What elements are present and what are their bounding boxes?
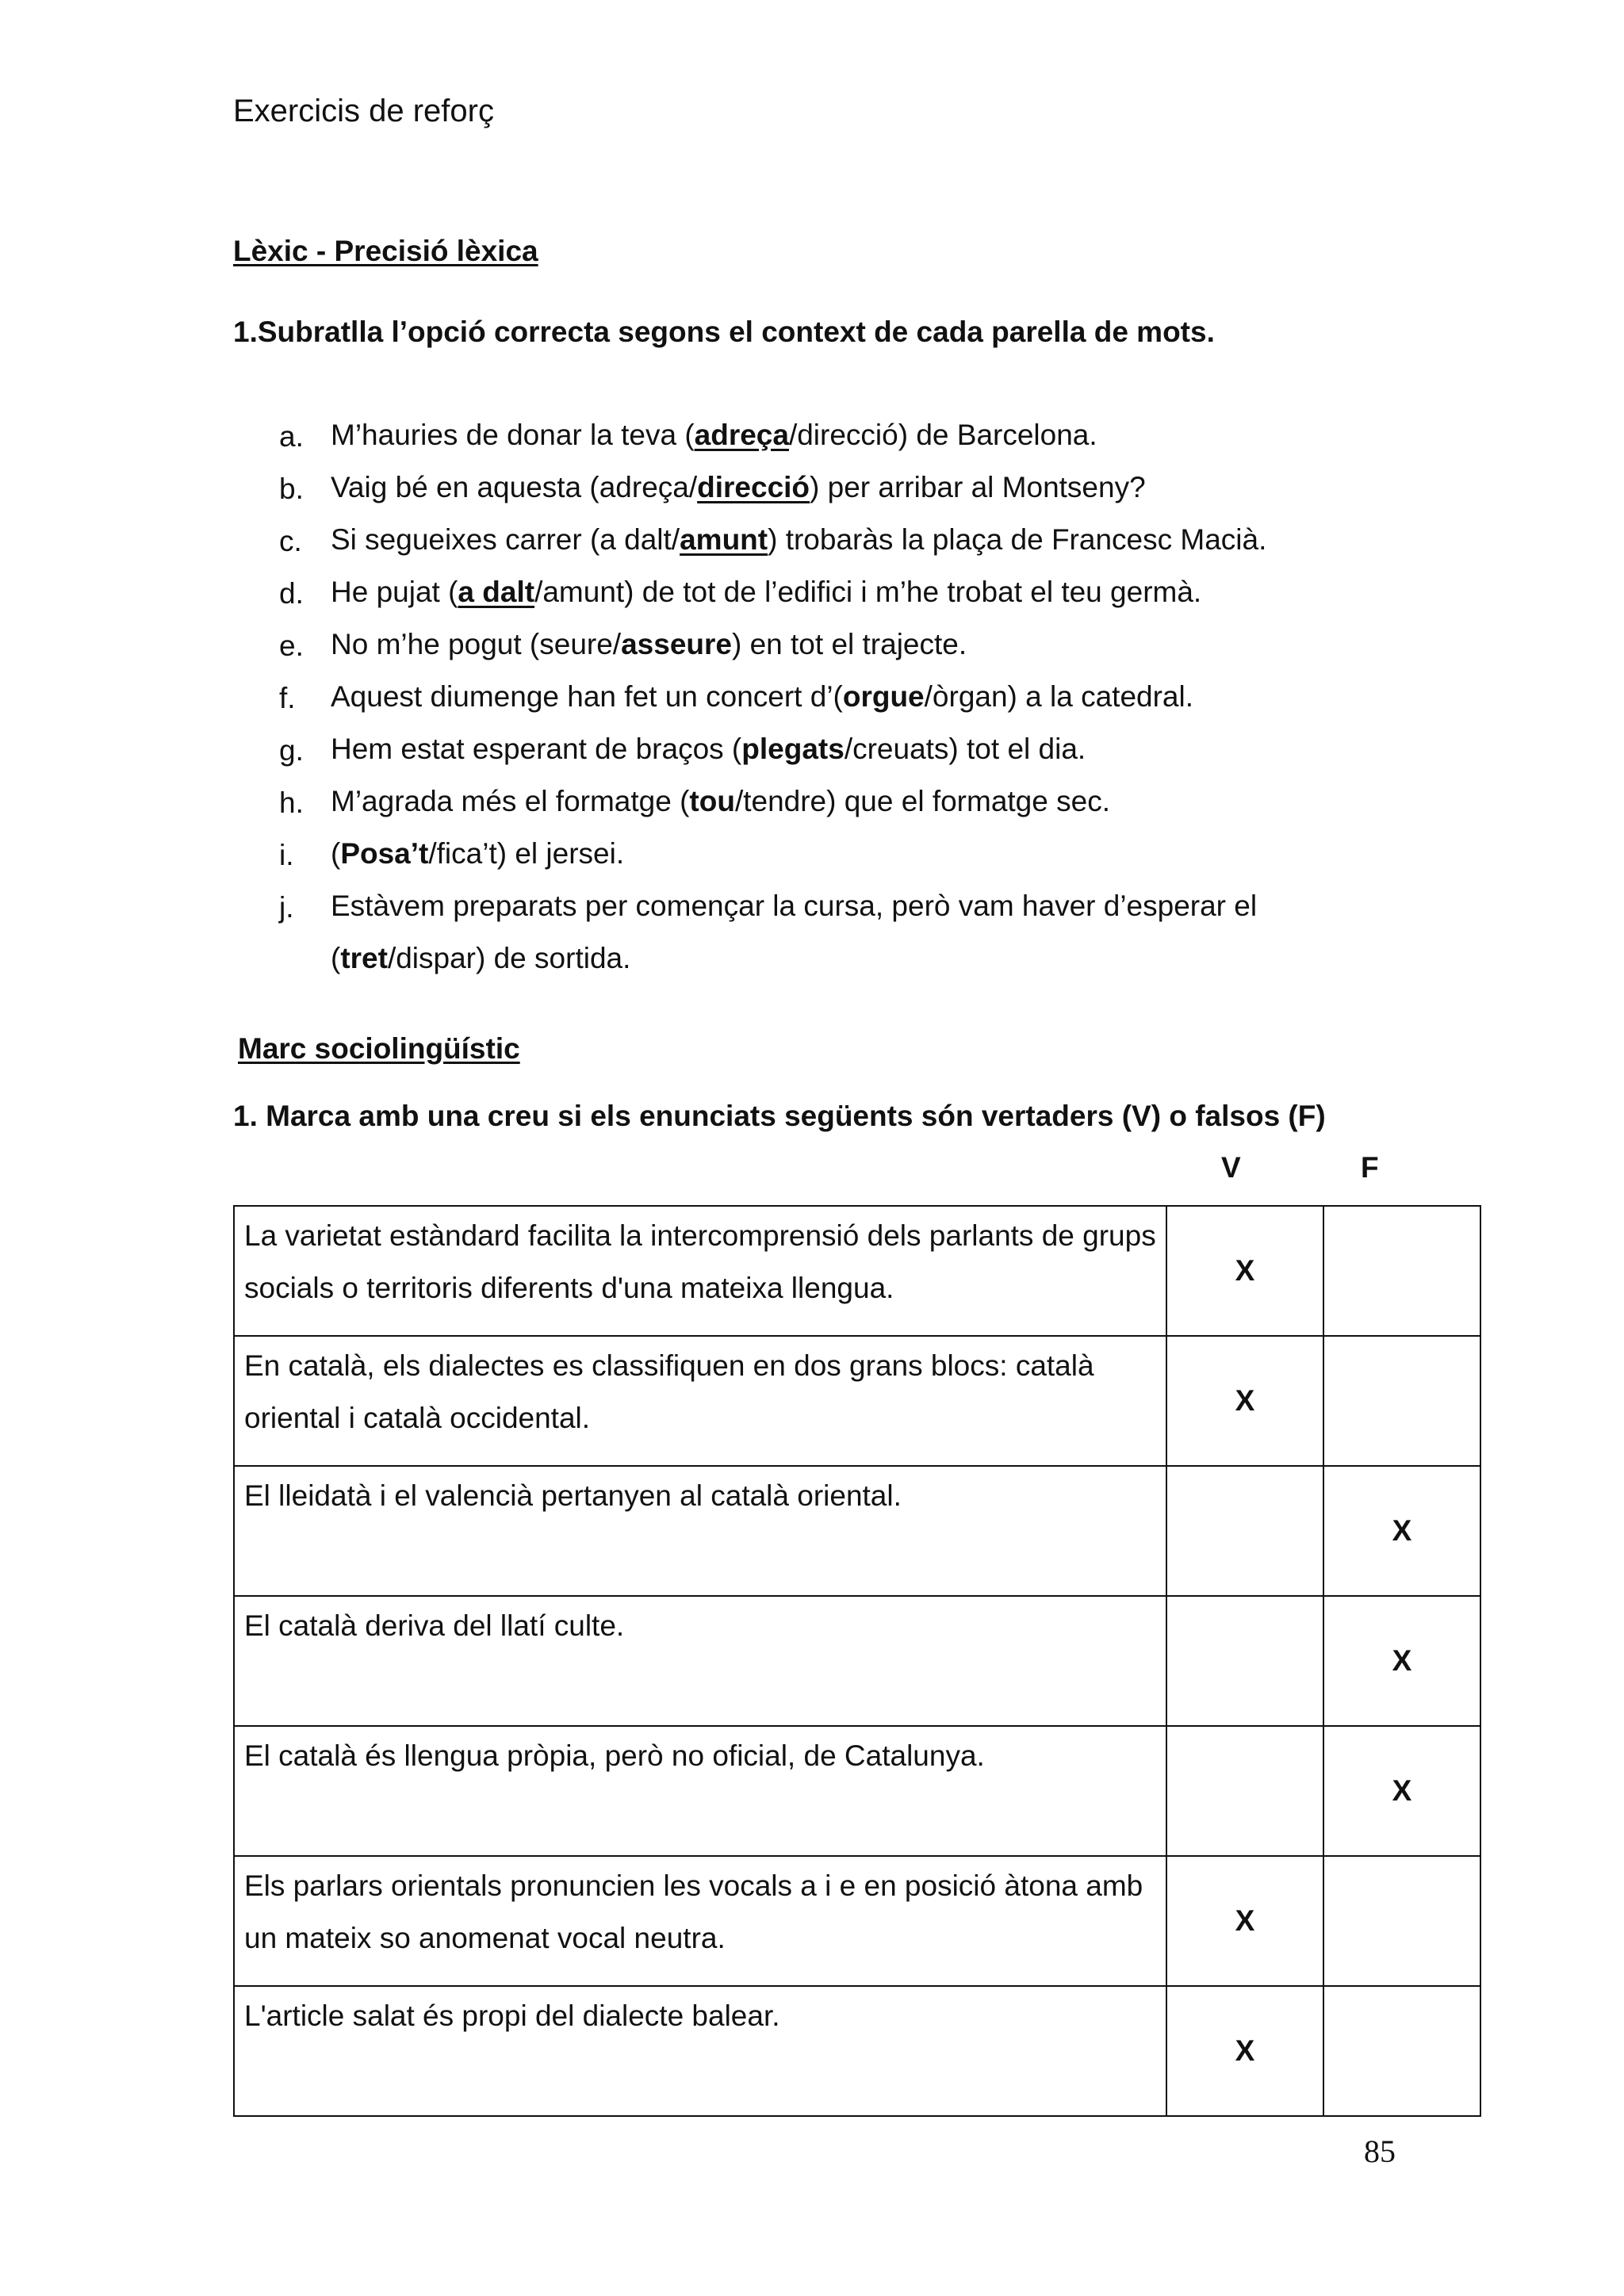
statement-cell: El lleidatà i el valencià pertanyen al català oriental. [234,1466,1166,1596]
item-answer: tret [340,942,388,974]
column-header-f: F [1361,1151,1379,1184]
item-text [331,828,1469,880]
statement-cell: En català, els dialectes es classifiquen en dos grans blocs: català oriental i català occidental. [234,1336,1166,1466]
table-row [234,1336,1480,1466]
item-answer: direcció [697,471,810,503]
item-text [331,671,1469,723]
statement-cell: El català deriva del llatí culte. [234,1596,1166,1726]
item-text-before: M’hauries de donar la teva ( [331,419,695,451]
page-header: Exercicis de reforç [233,94,494,128]
v-cell[interactable]: X [1166,1336,1323,1466]
item-answer: tou [689,785,735,817]
item-label: d. [279,577,304,610]
f-cell[interactable] [1323,1986,1480,2116]
item-text-after: /creuats) tot el dia. [844,733,1086,765]
item-answer: adreça [694,419,789,451]
statement-cell: Els parlars orientals pronuncien les vocals a i e en posició àtona amb un mateix so anomenat vocal neutra. [234,1856,1166,1986]
item-text-before: Aquest diumenge han fet un concert d’( [331,680,843,713]
item-text-before: Vaig bé en aquesta (adreça/ [331,471,698,503]
section-title-marc-sociolinguistic: Marc sociolingüístic [238,1032,520,1065]
f-cell[interactable]: X [1323,1596,1480,1726]
item-label: e. [279,629,304,662]
item-text [331,461,1469,514]
item-text-after: ) trobaràs la plaça de Francesc Macià. [768,523,1267,556]
item-answer: plegats [741,733,845,765]
item-text-after: /dispar) de sortida. [387,942,631,974]
exercise-instruction-2: 1. Marca amb una creu si els enunciats següents són vertaders (V) o falsos (F) [233,1100,1326,1132]
table-row [234,1596,1480,1726]
item-label: b. [279,473,304,505]
item-answer: orgue [842,680,925,713]
item-text [331,409,1469,461]
item-answer: Posa’t [340,837,429,870]
item-text [331,618,1469,671]
item-text [331,775,1469,828]
item-text [331,880,1362,985]
statement-cell: L'article salat és propi del dialecte balear. [234,1986,1166,2116]
list-item [279,891,1469,996]
item-text-before: Estàvem preparats per començar la cursa, però vam haver d’esperar el ( [331,890,1258,974]
v-cell[interactable]: X [1166,1856,1323,1986]
item-text-before: Si segueixes carrer (a dalt/ [331,523,680,556]
table-row [234,1206,1480,1336]
item-text-after: /direcció) de Barcelona. [788,419,1097,451]
item-label: f. [279,682,296,714]
item-answer: amunt [680,523,768,556]
item-text-before: ( [331,837,341,870]
f-cell[interactable] [1323,1336,1480,1466]
section-title-lexic: Lèxic - Precisió lèxica [233,235,538,267]
exercise-instruction-1: 1.Subratlla l’opció correcta segons el context de cada parella de mots. [233,316,1215,348]
page-number: 85 [1364,2133,1396,2169]
item-text-before: M’agrada més el formatge ( [331,785,690,817]
item-label: i. [279,839,294,871]
v-cell[interactable]: X [1166,1206,1323,1336]
item-label: g. [279,734,304,767]
statement-cell: El català és llengua pròpia, però no oficial, de Catalunya. [234,1726,1166,1856]
v-cell[interactable]: X [1166,1986,1323,2116]
item-text [331,566,1469,618]
item-text-before: No m’he pogut (seure/ [331,628,622,660]
item-text-after: /tendre) que el formatge sec. [734,785,1110,817]
column-header-v: V [1221,1151,1241,1184]
item-text [331,514,1469,566]
item-answer: a dalt [458,576,535,608]
f-cell[interactable] [1323,1856,1480,1986]
item-text-after: /òrgan) a la catedral. [924,680,1193,713]
f-cell[interactable]: X [1323,1726,1480,1856]
exercise-list [279,420,1469,996]
item-label: a. [279,420,304,453]
item-text-after: /amunt) de tot de l’edifici i m’he trobat el teu germà. [534,576,1202,608]
item-text [331,723,1469,775]
item-text-before: He pujat ( [331,576,458,608]
v-cell[interactable] [1166,1726,1323,1856]
item-text-before: Hem estat esperant de braços ( [331,733,742,765]
table-row [234,1726,1480,1856]
statement-cell: La varietat estàndard facilita la intercomprensió dels parlants de grups socials o territoris diferents d'una mateixa llengua. [234,1206,1166,1336]
v-cell[interactable] [1166,1466,1323,1596]
item-label: h. [279,786,304,819]
item-text-after: /fica’t) el jersei. [428,837,625,870]
table-row [234,1986,1480,2116]
f-cell[interactable] [1323,1206,1480,1336]
f-cell[interactable]: X [1323,1466,1480,1596]
table-row [234,1856,1480,1986]
item-answer: asseure [621,628,732,660]
item-label: c. [279,525,302,557]
item-label: j. [279,891,294,924]
true-false-table [233,1205,1481,2117]
v-cell[interactable] [1166,1596,1323,1726]
table-row [234,1466,1480,1596]
item-text-after: ) per arribar al Montseny? [810,471,1146,503]
item-text-after: ) en tot el trajecte. [731,628,967,660]
